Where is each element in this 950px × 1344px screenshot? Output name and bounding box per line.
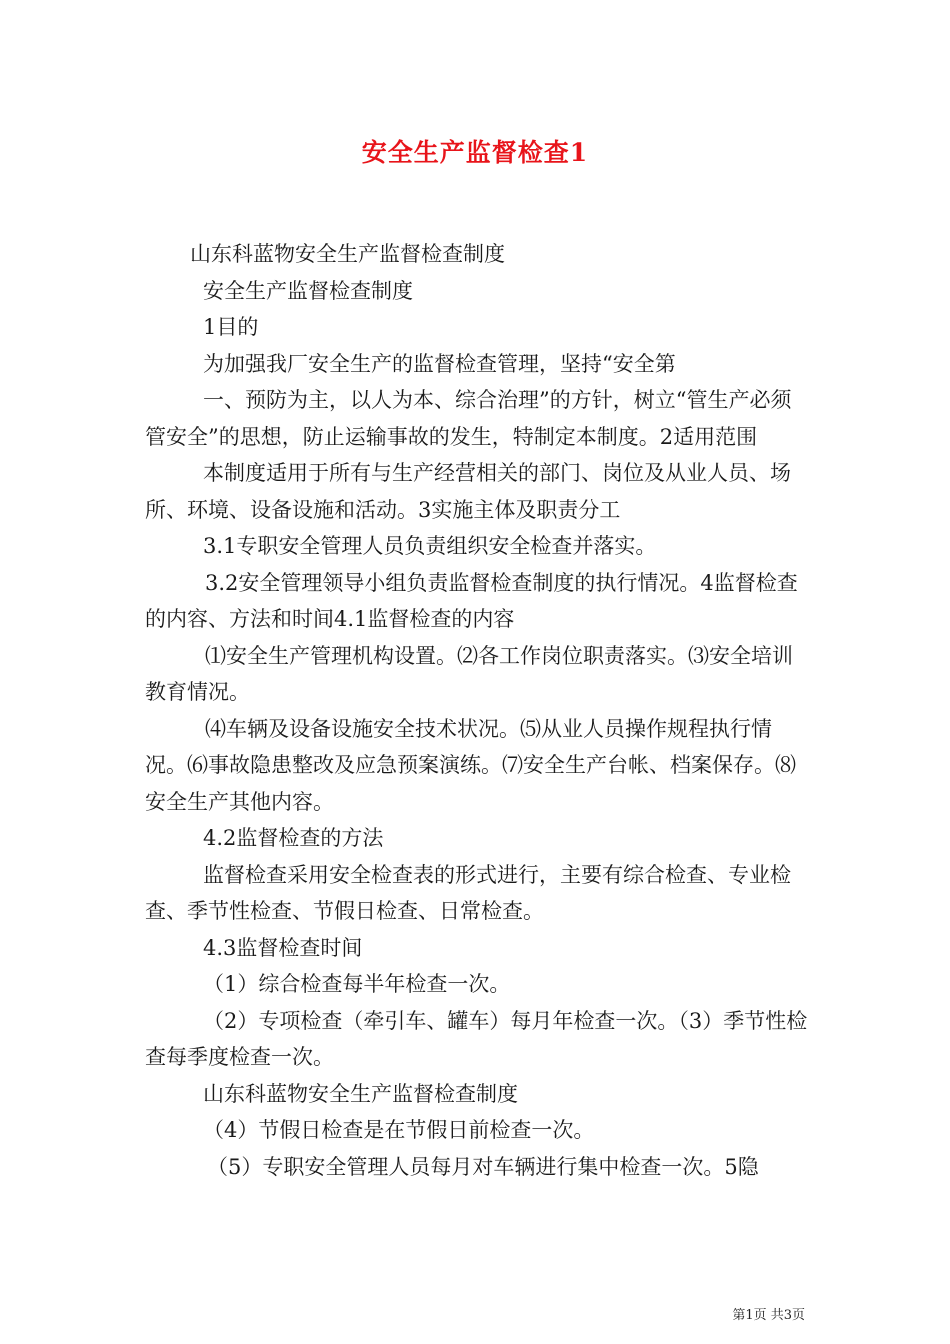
paragraph: （2）专项检查（牵引车、罐车）每月年检查一次。（3）季节性检查每季度检查一次。 xyxy=(145,1008,808,1069)
paragraph: 监督检查采用安全检查表的形式进行，主要有综合检查、专业检查、季节性检查、节假日检查、日常检查。 xyxy=(145,862,791,923)
document-body xyxy=(145,236,811,1185)
paragraph: 安全生产监督检查制度 xyxy=(203,278,413,303)
paragraph: 3.1专职安全管理人员负责组织安全检查并落实。 xyxy=(203,534,657,558)
paragraph: 4.2监督检查的方法 xyxy=(203,826,384,850)
paragraph: 为加强我厂安全生产的监督检查管理，坚持“安全第 xyxy=(203,351,676,376)
paragraph: 3.2安全管理领导小组负责监督检查制度的执行情况。4监督检查的内容、方法和时间4.1监督检查的内容 xyxy=(145,570,798,631)
page-number-footer: 第1页 共3页 xyxy=(732,1308,805,1323)
paragraph: （4）节假日检查是在节假日前检查一次。 xyxy=(203,1118,595,1142)
paragraph: （5）专职安全管理人员每月对车辆进行集中检查一次。5隐 xyxy=(207,1154,759,1179)
paragraph: （1）综合检查每半年检查一次。 xyxy=(203,972,511,996)
paragraph: 山东科蓝物安全生产监督检查制度 xyxy=(190,242,505,266)
paragraph: 山东科蓝物安全生产监督检查制度 xyxy=(203,1081,518,1106)
paragraph: 1目的 xyxy=(203,315,259,339)
paragraph: 本制度适用于所有与生产经营相关的部门、岗位及从业人员、场所、环境、设备设施和活动。3实施主体及职责分工 xyxy=(145,461,791,522)
paragraph: 一、预防为主，以人为本、综合治理”的方针，树立“管生产必须管安全”的思想，防止运输事故的发生，特制定本制度。2适用范围 xyxy=(145,388,792,449)
document-title: 安全生产监督检查1 xyxy=(361,138,589,167)
paragraph: ⑴安全生产管理机构设置。⑵各工作岗位职责落实。⑶安全培训教育情况。 xyxy=(145,643,793,704)
paragraph: ⑷车辆及设备设施安全技术状况。⑸从业人员操作规程执行情况。⑹事故隐患整改及应急预案演练。⑺安全生产台帐、档案保存。⑻安全生产其他内容。 xyxy=(145,716,796,814)
paragraph: 4.3监督检查时间 xyxy=(203,935,363,960)
